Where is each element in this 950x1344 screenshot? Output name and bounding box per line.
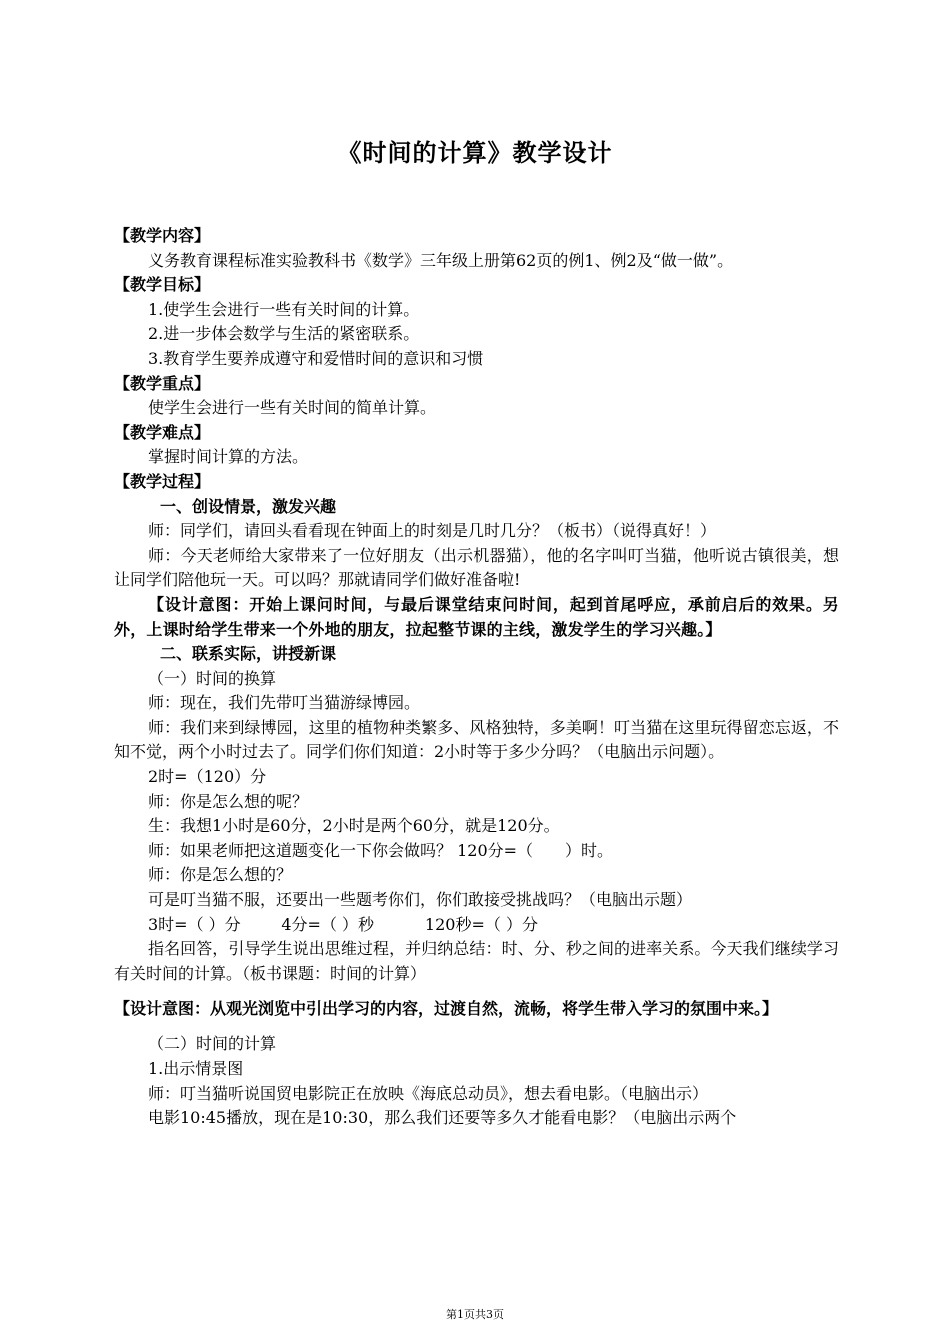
dialogue-line: 师：叮当猫听说国贸电影院正在放映《海底总动员》，想去看电影。（电脑出示） (148, 1083, 709, 1103)
exercise-item: 3时=（ ）分 (148, 914, 241, 934)
page-footer: 第1页共3页 (446, 1308, 504, 1321)
dialogue-line: 电影10:45播放，现在是10:30，那么我们还要等多久才能看电影？（电脑出示两个 (148, 1108, 737, 1128)
sub-heading: （二）时间的计算 (148, 1034, 277, 1054)
dialogue-line: 师：你是怎么想的呢？ (148, 791, 309, 811)
design-intent: 【设计意图：开始上课问时间，与最后课堂结束问时间，起到首尾呼应，承前启后的效果。另外，上课时给学生带来一个外地的朋友，拉起整节课的主线，激发学生的学习兴趣。】 (114, 594, 839, 639)
paragraph: 掌握时间计算的方法。 (148, 447, 309, 467)
document-body (114, 224, 839, 1131)
dialogue-line: 师：现在，我们先带叮当猫游绿博园。 (148, 693, 421, 713)
exercise-item: 4分=（ ）秒 (281, 914, 375, 934)
page-title: 《时间的计算》教学设计 (337, 139, 613, 167)
dialogue-line: 师：今天老师给大家带来了一位好朋友（出示机器猫），他的名字叫叮当猫，他听说古镇很美，想让同学们陪他玩一天。可以吗？那就请同学们做好准备啦! (114, 545, 839, 590)
part-heading: 一、创设情景，激发兴趣 (160, 496, 337, 516)
goal-item: 2.进一步体会数学与生活的紧密联系。 (148, 324, 420, 344)
design-intent: 【设计意图：从观光浏览中引出学习的内容，过渡自然，流畅，将学生带入学习的氛围中来。】 (114, 999, 779, 1019)
section-heading-goals: 【教学目标】 (114, 275, 211, 295)
dialogue-line: 师：你是怎么想的？ (148, 865, 293, 885)
part-heading: 二、联系实际，讲授新课 (160, 644, 337, 664)
list-item: 1.出示情景图 (148, 1059, 244, 1078)
goal-item: 3.教育学生要养成遵守和爱惜时间的意识和习惯 (148, 348, 484, 368)
dialogue-line: 师：如果老师把这道题变化一下你会做吗？ 120分=（ ）时。 (148, 840, 614, 860)
section-heading-key: 【教学重点】 (114, 373, 211, 393)
dialogue-line: 指名回答，引导学生说出思维过程，并归纳总结：时、分、秒之间的进率关系。今天我们继续学习有关时间的计算。（板书课题：时间的计算） (114, 939, 839, 983)
dialogue-line: 师：同学们，请回头看看现在钟面上的时刻是几时几分？（板书）（说得真好！） (148, 521, 717, 541)
section-heading-process: 【教学过程】 (114, 471, 211, 491)
equation-line: 2时=（120）分 (148, 767, 267, 787)
section-heading-content: 【教学内容】 (114, 226, 211, 245)
dialogue-line: 师：我们来到绿博园，这里的植物种类繁多、风格独特，多美啊！叮当猫在这里玩得留恋忘返，不知不觉，两个小时过去了。同学们你们知道：2小时等于多少分吗？（电脑出示问题）。 (114, 717, 839, 762)
goal-item: 1.使学生会进行一些有关时间的计算。 (148, 299, 420, 319)
paragraph: 义务教育课程标准实验教科书《数学》三年级上册第62页的例1、例2及“做一做”。 (148, 250, 734, 270)
section-heading-difficulty: 【教学难点】 (114, 422, 211, 442)
exercise-row (114, 913, 839, 938)
exercise-item: 120秒=（ ）分 (424, 914, 538, 934)
sub-heading: （一）时间的换算 (148, 668, 277, 688)
paragraph: 使学生会进行一些有关时间的简单计算。 (148, 398, 437, 418)
dialogue-line: 可是叮当猫不服，还要出一些题考你们，你们敢接受挑战吗？（电脑出示题） (148, 890, 693, 910)
dialogue-line: 生：我想1小时是60分，2小时是两个60分，就是120分。 (148, 816, 560, 836)
